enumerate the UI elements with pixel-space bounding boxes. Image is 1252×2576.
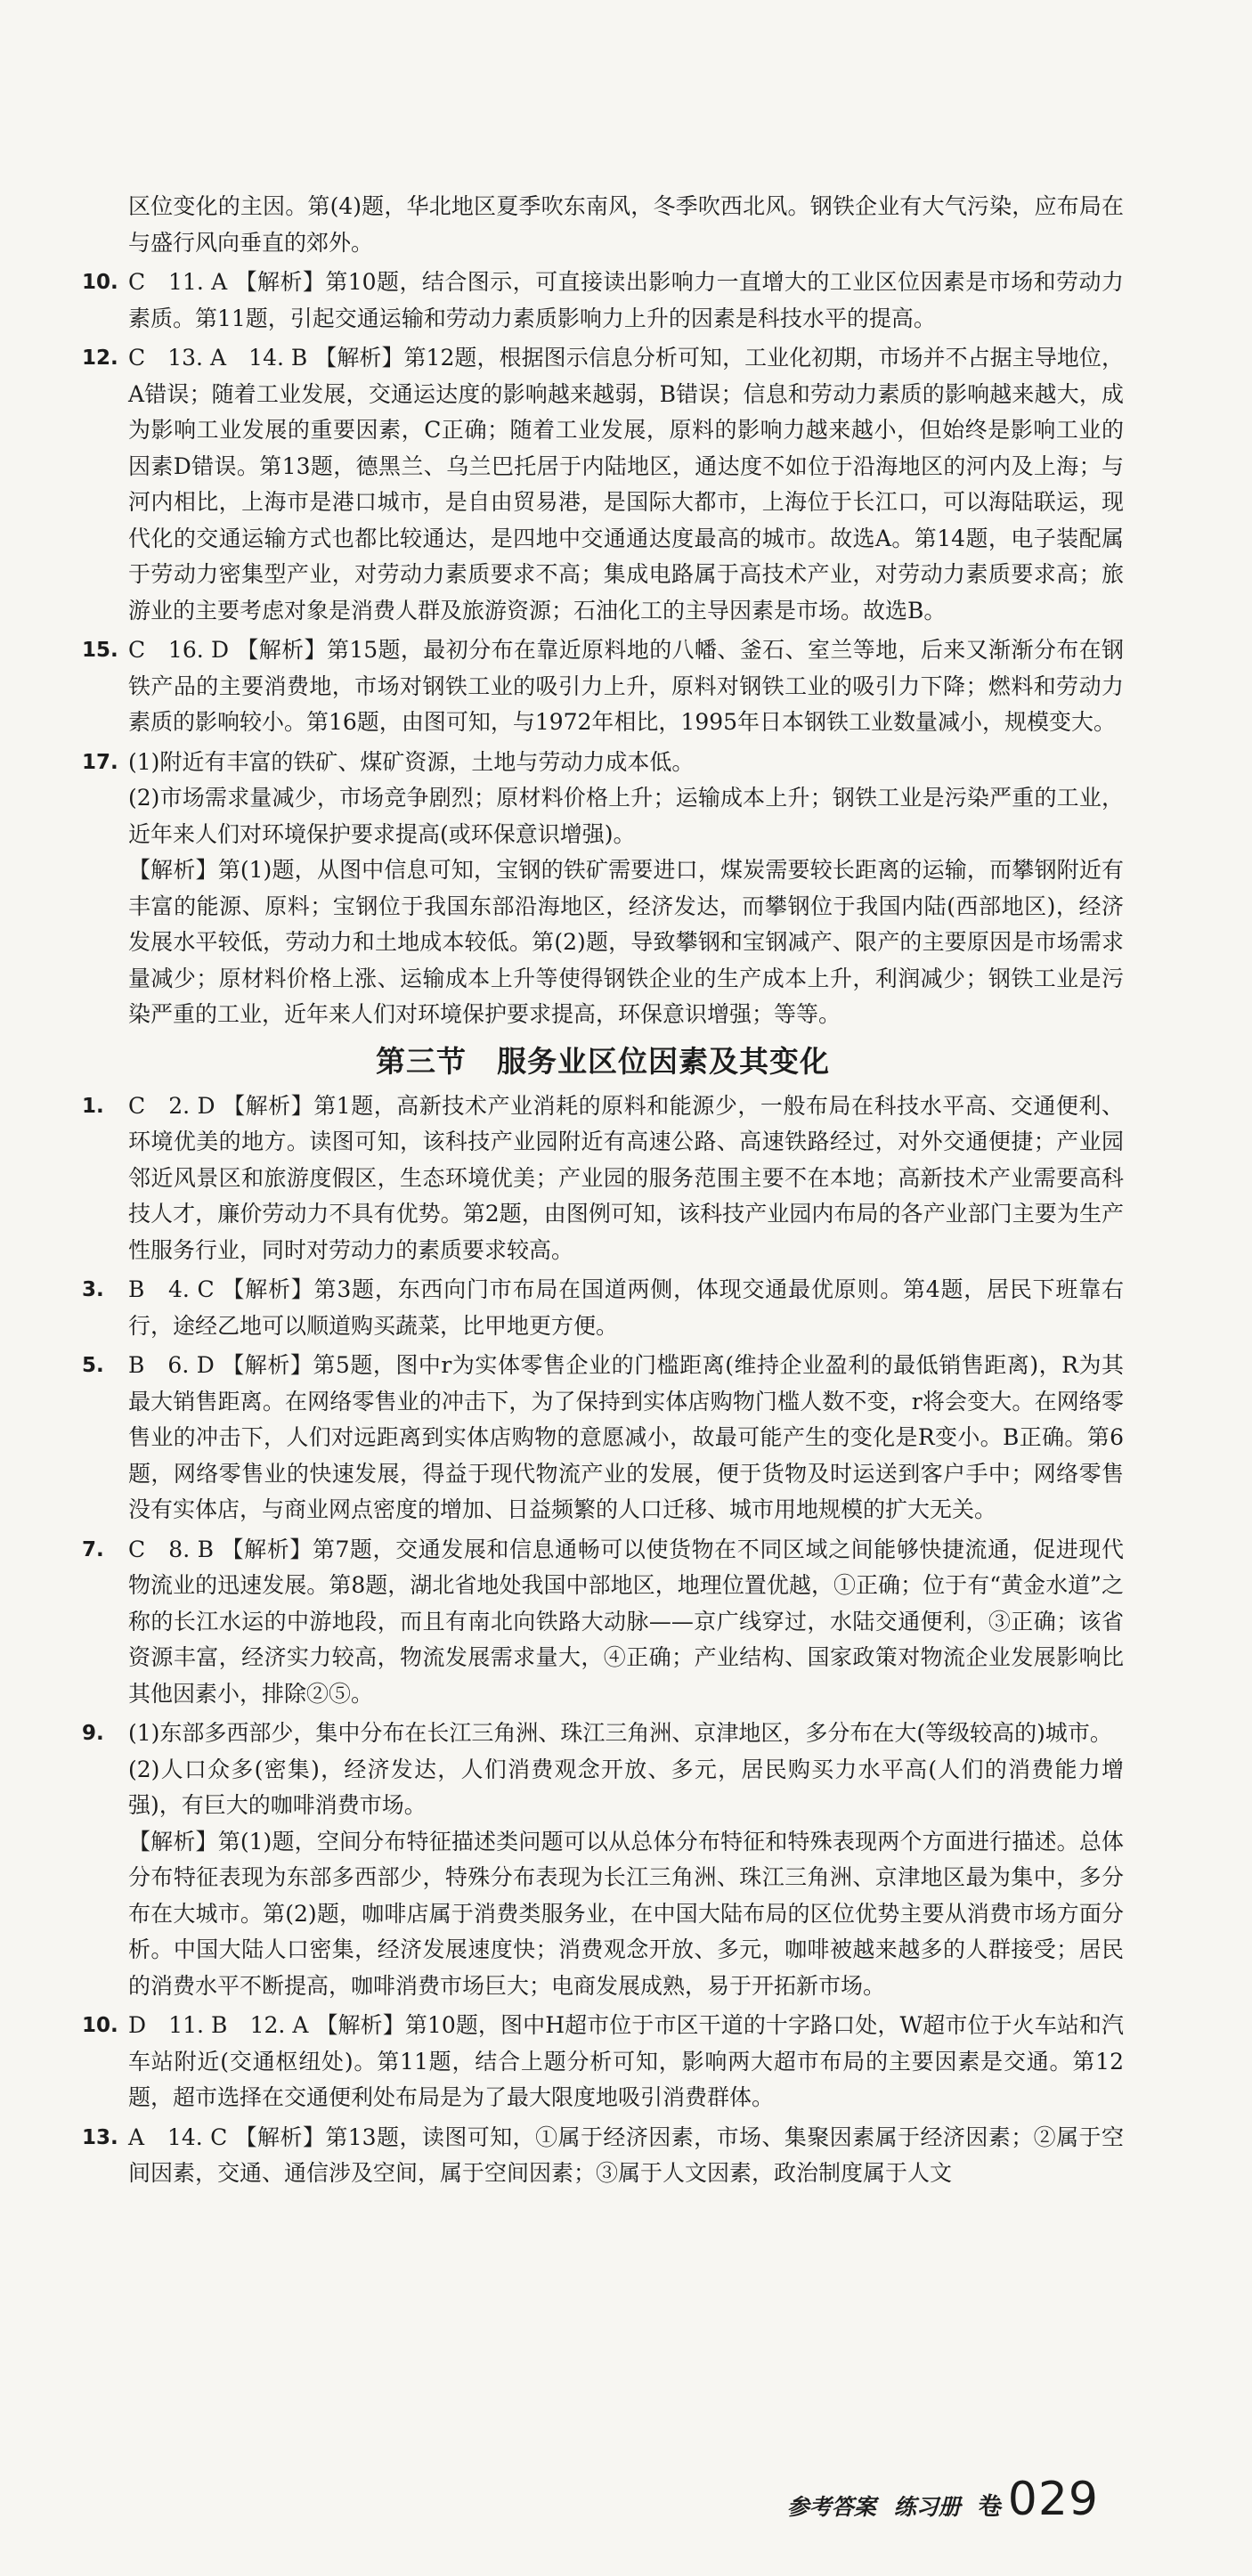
answer-text: C 11. A 【解析】第10题，结合图示，可直接读出影响力一直增大的工业区位因素是市场和劳动力素质。第11题，引起交通运输和劳动力素质影响力上升的因素是科技水平的提高。	[128, 269, 1124, 331]
question-number: 10.	[82, 2014, 118, 2037]
section-title: 第三节 服务业区位因素及其变化	[376, 1043, 830, 1079]
footer-book: 练习册	[893, 2494, 961, 2520]
answer-list-industry	[82, 265, 1124, 1033]
answer-entry	[82, 632, 1124, 741]
answer-text: C 2. D 【解析】第1题，高新技术产业消耗的原料和能源少，一般布局在科技水平高、交通便利、环境优美的地方。读图可知，该科技产业园附近有高速公路、高速铁路经过，对外交通便捷；产业园邻近风景区和旅游度假区，生态环境优美；产业园的服务范围主要不在本地；高新技术产业需要高科技人才，廉价劳动力不具有优势。第2题，由图例可知，该科技产业园内布局的各产业部门主要为生产性服务行业，同时对劳动力的素质要求较高。	[128, 1092, 1124, 1263]
answer-entry	[82, 1348, 1124, 1528]
question-number: 7.	[82, 1537, 104, 1561]
question-number: 13.	[82, 2125, 118, 2149]
answer-text: (2)市场需求量减少，市场竞争剧烈；原材料价格上升；运输成本上升；钢铁工业是污染严重的工业，近年来人们对环境保护要求提高(或环保意识增强)。	[128, 785, 1124, 847]
question-number: 9.	[82, 1722, 104, 1745]
question-number: 1.	[82, 1094, 104, 1118]
answer-content	[82, 189, 1124, 2192]
footer-label: 参考答案	[786, 2494, 876, 2520]
page-footer	[787, 2473, 1099, 2535]
answer-text: C 8. B 【解析】第7题，交通发展和信息通畅可以使货物在不同区域之间能够快捷流通，促进现代物流业的迅速发展。第8题，湖北省地处我国中部地区，地理位置优越，①正确；位于有“黄金水道”之称的长江水运的中游地段，而且有南北向铁路大动脉——京广线穿过，水陆交通便利，③正确；该省资源丰富，经济实力较高，物流发展需求量大，④正确；产业结构、国家政策对物流企业发展影响比其他因素小，排除②⑤。	[128, 1536, 1124, 1707]
answer-entry	[82, 1532, 1124, 1713]
answer-entry	[82, 2008, 1124, 2116]
answer-text: D 11. B 12. A 【解析】第10题，图中H超市位于市区干道的十字路口处，W超市位于火车站和汽车站附近(交通枢纽处)。第11题，结合上题分析可知，影响两大超市布局的主要因素是交通。第12题，超市选择在交通便利处布局是为了最大限度地吸引消费群体。	[128, 2012, 1124, 2110]
answer-text: C 16. D 【解析】第15题，最初分布在靠近原料地的八幡、釜石、室兰等地，后来又渐渐分布在钢铁产品的主要消费地，市场对钢铁工业的吸引力上升，原料对钢铁工业的吸引力下降；燃料和劳动力素质的影响较小。第16题，由图可知，与1972年相比，1995年日本钢铁工业数量减小，规模变大。	[128, 637, 1124, 735]
answer-entry	[82, 340, 1124, 629]
question-number: 17.	[82, 750, 118, 774]
answer-text: C 13. A 14. B 【解析】第12题，根据图示信息分析可知，工业化初期，市场并不占据主导地位，A错误；随着工业发展，交通运达度的影响越来越弱，B错误；信息和劳动力素质的影响越来越大，成为影响工业发展的重要因素，C正确；随着工业发展，原料的影响力越来越小，但始终是影响工业的因素D错误。第13题，德黑兰、乌兰巴托居于内陆地区，通达度不如位于沿海地区的河内及上海；与河内相比，上海市是港口城市，是自由贸易港，是国际大都市，上海位于长江口，可以海陆联运，现代化的交通运输方式也都比较通达，是四地中交通通达度最高的城市。故选A。第14题，电子装配属于劳动力密集型产业，对劳动力素质要求不高；集成电路属于高技术产业，对劳动力素质要求高；旅游业的主要考虑对象是消费人群及旅游资源；石油化工的主导因素是市场。故选B。	[128, 345, 1124, 624]
answer-text: B 4. C 【解析】第3题，东西向门市布局在国道两侧，体现交通最优原则。第4题，居民下班靠右行，途经乙地可以顺道购买蔬菜，比甲地更方便。	[128, 1276, 1124, 1339]
analysis-text: 【解析】第(1)题，从图中信息可知，宝钢的铁矿需要进口，煤炭需要较长距离的运输，而攀钢附近有丰富的能源、原料；宝钢位于我国东部沿海地区，经济发达，而攀钢位于我国内陆(西部地区)，经济发展水平较低，劳动力和土地成本较低。第(2)题，导致攀钢和宝钢减产、限产的主要原因是市场需求量减少；原材料价格上涨、运输成本上升等使得钢铁企业的生产成本上升，利润减少；钢铁工业是污染严重的工业，近年来人们对环境保护要求提高，环保意识增强；等等。	[128, 857, 1124, 1027]
question-number: 5.	[82, 1354, 104, 1377]
answer-entry	[82, 2120, 1124, 2192]
answer-entry	[82, 1088, 1124, 1269]
answer-text: A 14. C 【解析】第13题，读图可知，①属于经济因素，市场、集聚因素属于经济因素；②属于空间因素，交通、通信涉及空间，属于空间因素；③属于人文因素，政治制度属于人文	[128, 2124, 1124, 2186]
question-number: 3.	[82, 1278, 104, 1301]
question-number: 12.	[82, 346, 118, 370]
question-number: 10.	[82, 271, 118, 294]
answer-entry	[82, 1716, 1124, 2004]
answer-entry	[82, 265, 1124, 337]
question-number: 15.	[82, 639, 118, 662]
answer-text: (1)东部多西部少，集中分布在长江三角洲、珠江三角洲、京津地区，多分布在大(等级较高的)城市。	[128, 1720, 1112, 1746]
continuation-text: 区位变化的主因。第(4)题，华北地区夏季吹东南风，冬季吹西北风。钢铁企业有大气污染，应布局在与盛行风向垂直的郊外。	[128, 193, 1124, 256]
answer-entry	[82, 745, 1124, 1033]
answer-entry	[82, 1272, 1124, 1344]
answer-text: (2)人口众多(密集)，经济发达，人们消费观念开放、多元，居民购买力水平高(人们的消费能力增强)，有巨大的咖啡消费市场。	[128, 1756, 1124, 1818]
answer-list-service	[82, 1088, 1124, 2192]
answer-text: (1)附近有丰富的铁矿、煤矿资源，土地与劳动力成本低。	[128, 748, 695, 775]
answer-text: B 6. D 【解析】第5题，图中r为实体零售企业的门槛距离(维持企业盈利的最低销售距离)，R为其最大销售距离。在网络零售业的冲击下，为了保持到实体店购物门槛人数不变，r将会变大。在网络零售业的冲击下，人们对远距离到实体店购物的意愿减小，故最可能产生的变化是R变小。B正确。第6题，网络零售业的快速发展，得益于现代物流产业的发展，便于货物及时运送到客户手中；网络零售没有实体店，与商业网点密度的增加、日益频繁的人口迁移、城市用地规模的扩大无关。	[128, 1352, 1124, 1522]
footer-volume: 卷	[978, 2493, 1003, 2521]
page-number: 029	[1007, 2473, 1099, 2526]
analysis-text: 【解析】第(1)题，空间分布特征描述类问题可以从总体分布特征和特殊表现两个方面进行描述。总体分布特征表现为东部多西部少，特殊分布表现为长江三角洲、珠江三角洲、京津地区最为集中，多分布在大城市。第(2)题，咖啡店属于消费类服务业，在中国大陆布局的区位优势主要从消费市场方面分析。中国大陆人口密集，经济发展速度快；消费观念开放、多元，咖啡被越来越多的人群接受；居民的消费水平不断提高，咖啡消费市场巨大；电商发展成熟，易于开拓新市场。	[128, 1828, 1124, 1999]
